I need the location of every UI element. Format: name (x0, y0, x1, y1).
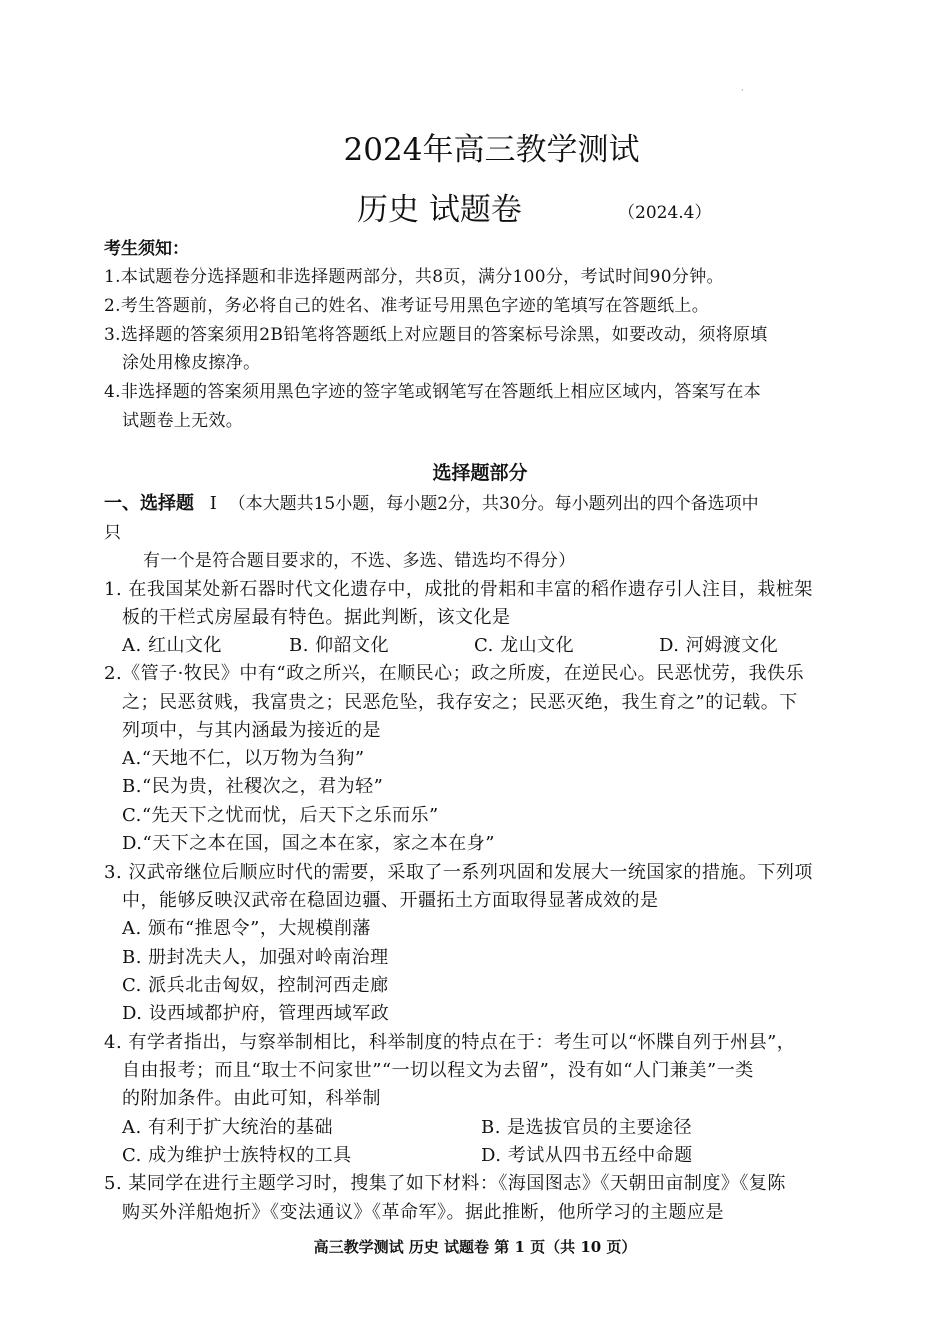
part1-marker: Ⅰ (209, 493, 217, 514)
part1-label: 一、选择题 (104, 493, 194, 514)
question-2-stem: 2.《管子·牧民》中有“政之所兴，在顺民心；政之所废，在逆民心。民恶忧劳，我佚乐 (104, 663, 805, 684)
question-3-option-d: D. 设西域都护府，管理西域军政 (122, 1003, 390, 1024)
notice-item: 1.本试题卷分选择题和非选择题两部分，共8页，满分100分，考试时间90分钟。 (104, 267, 724, 287)
question-1-option-b: B. 仰韶文化 (289, 635, 390, 656)
section-title: 选择题部分 (432, 462, 528, 484)
question-1-option-d: D. 河姆渡文化 (659, 635, 779, 656)
question-5-stem: 5. 某同学在进行主题学习时，搜集了如下材料：《海国图志》《天朝田亩制度》《复陈 (104, 1173, 786, 1194)
question-1-option-c: C. 龙山文化 (474, 635, 575, 656)
question-1-option-a: A. 红山文化 (122, 635, 222, 656)
question-4-option-c: C. 成为维护士族特权的工具 (122, 1145, 352, 1166)
question-1-stem: 1. 在我国某处新石器时代文化遗存中，成批的骨耜和丰富的稻作遗存引人注目，栽桩架 (104, 579, 813, 600)
question-4-option-a: A. 有利于扩大统治的基础 (122, 1117, 333, 1138)
exam-subtitle: 历史 试题卷 (357, 192, 522, 228)
notice-item: 3.选择题的答案须用2B铅笔将答题纸上对应题目的答案标号涂黑，如要改动，须将原填 (104, 325, 768, 345)
corner-mark: · (741, 86, 744, 95)
exam-date: （2024.4） (618, 203, 712, 223)
exam-title: 2024年高三教学测试 (343, 132, 640, 168)
question-4-option-b: B. 是选拔官员的主要途径 (481, 1117, 693, 1138)
question-3-option-b: B. 册封冼夫人，加强对岭南治理 (122, 947, 389, 968)
question-3-option-c: C. 派兵北击匈奴，控制河西走廊 (122, 975, 389, 996)
question-3-stem-cont: 中，能够反映汉武帝在稳固边疆、开疆拓土方面取得显著成效的是 (122, 890, 659, 911)
question-4-stem-cont: 自由报考；而且“取士不问家世”“一切以程文为去留”，没有如“人门兼美”一类 (122, 1060, 754, 1081)
part1-desc-wrap: 只 (104, 523, 122, 543)
question-3-option-a: A. 颁布“推恩令”，大规模削藩 (122, 918, 371, 939)
part1-desc: （本大题共15小题，每小题2分，共30分。每小题列出的四个备选项中 (228, 494, 759, 514)
question-2-option-d: D.“天下之本在国，国之本在家，家之本在身” (122, 833, 495, 854)
part1-heading (104, 489, 759, 515)
question-3-stem: 3. 汉武帝继位后顺应时代的需要，采取了一系列巩固和发展大一统国家的措施。下列项 (104, 862, 813, 883)
page-footer: 高三教学测试 历史 试题卷 第 1 页（共 10 页） (313, 1238, 637, 1256)
part1-desc-cont: 有一个是符合题目要求的，不选、多选、错选均不得分） (143, 551, 576, 571)
question-4-option-d: D. 考试从四书五经中命题 (481, 1145, 693, 1166)
notice-item-cont: 涂处用橡皮擦净。 (122, 353, 261, 373)
notice-heading: 考生须知： (104, 239, 189, 259)
question-2-option-b: B.“民为贵，社稷次之，君为轻” (122, 776, 384, 797)
question-1-stem-cont: 板的干栏式房屋最有特色。据此判断，该文化是 (122, 607, 511, 628)
notice-item: 4.非选择题的答案须用黑色字迹的签字笔或钢笔写在答题纸上相应区域内，答案写在本 (104, 382, 761, 402)
question-5-stem-cont: 购买外洋船炮折》《变法通议》《革命军》。据此推断，他所学习的主题应是 (122, 1202, 724, 1223)
notice-item: 2.考生答题前，务必将自己的姓名、准考证号用黑色字迹的笔填写在答题纸上。 (104, 296, 710, 316)
question-4-stem: 4. 有学者指出，与察举制相比，科举制度的特点在于：考生可以“怀牒自列于州县”， (104, 1032, 796, 1053)
notice-item-cont: 试题卷上无效。 (122, 411, 244, 431)
question-2-stem-cont: 之；民恶贫贱，我富贵之；民恶危坠，我存安之；民恶灭绝，我生育之”的记载。下 (122, 692, 798, 713)
question-4-stem-cont: 的附加条件。由此可知，科举制 (122, 1088, 381, 1109)
question-2-option-a: A.“天地不仁，以万物为刍狗” (122, 748, 365, 769)
question-2-stem-cont: 列项中，与其内涵最为接近的是 (122, 720, 381, 741)
question-2-option-c: C.“先天下之忧而忧，后天下之乐而乐” (122, 805, 439, 826)
